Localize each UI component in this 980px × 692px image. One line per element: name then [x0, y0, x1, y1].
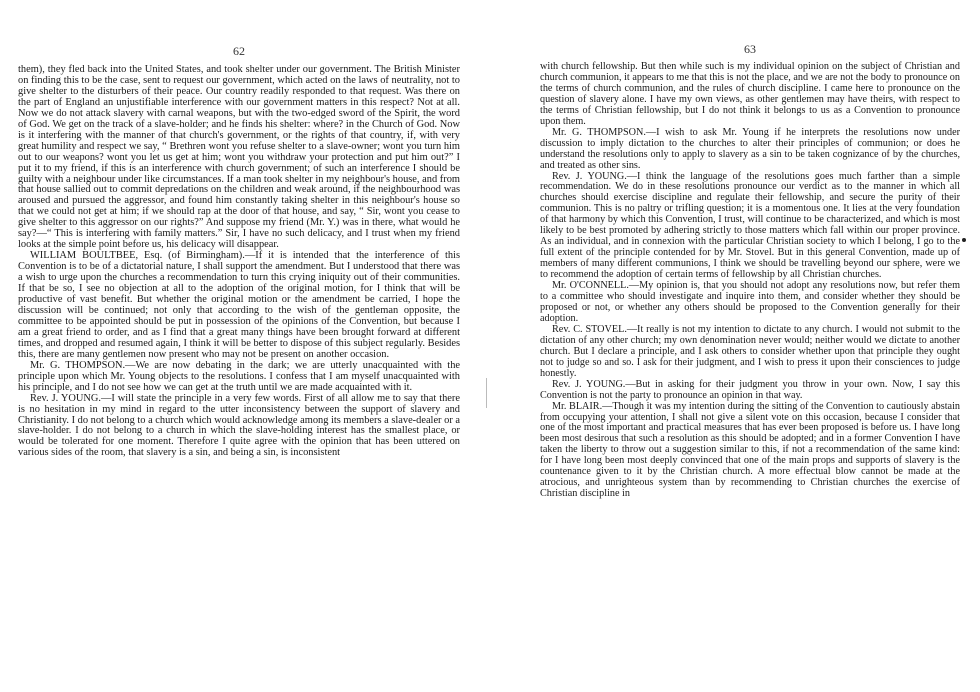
- text-column: [540, 62, 960, 500]
- paragraph: Rev. J. YOUNG.—I will state the principle in a very few words. First of all allow me to say that there is no hesitation in my mind in regard to the utter inconsistency between the support of slavery and Christianity. I do not belong to a church which would acknowledge among its members a slave-dealer or a slave-holder. I do not belong to a church in which the slave-holding interest has the smallest place, or would be tolerated for one moment. Therefore I quite agree with the opinion that has been uttered on various sides of the room, that slavery is a sin, and being a sin, is inconsistent: [18, 392, 460, 459]
- page-number: 62: [233, 44, 245, 58]
- paragraph: Mr. G. THOMPSON.—I wish to ask Mr. Young if he interprets the resolutions now under discussion to imply dictation to the churches to alter their principles of communion; or does he understand the resolutions only to apply to slavery as a sin to be taken cognizance of by the churches, and treated as other sins.: [540, 126, 960, 171]
- paragraph: Mr. G. THOMPSON.—We are now debating in the dark; we are utterly unacquainted with the principle upon which Mr. Young objects to the resolutions. I confess that I am myself unacquainted with his principle, and I do not see how we can get at the truth until we are made acquainted with it.: [18, 359, 460, 393]
- paragraph: Mr. O'CONNELL.—My opinion is, that you should not adopt any resolutions now, but refer them to a committee who should investigate and inquire into them, and consider whether they should be proposed or not, or whether any others should be proposed to the Convention generally for their adoption.: [540, 280, 960, 324]
- paragraph: with church fellowship. But then while such is my individual opinion on the subject of Christian and church communion, it appears to me that this is not the place, and we are not the body to pronounce on the terms of church communion, and the rules of church discipline. I came here to pronounce on the question of slavery alone. I have my own views, as other gentlemen may have theirs, with respect to the terms of Christian fellowship, but I do not think it belongs to us as a Convention to pronounce upon them.: [540, 61, 960, 127]
- paragraph: Rev. J. YOUNG.—But in asking for their judgment you throw in your own. Now, I say this Convention is not the party to pronounce an opinion in that way.: [540, 378, 960, 401]
- paragraph: Rev. J. YOUNG.—I think the language of the resolutions goes much farther than a simple recommendation. We do in these resolutions pronounce our verdict as to the manner in which all churches should exercise discipline and regulate their fellowship, and secure the purity of their communion. This is no paltry or trifling question; it is a momentous one. It lies at the very foundation of that harmony by which this Convention, I trust, will continue to be characterized, and which is most likely to be best promoted by adhering strictly to those matters which fall within our proper province. As an individual, and in connexion with the particular Christian society to which I belong, I go to the full extent of the principle contended for by Mr. Stovel. But in this general Convention, made up of members of many different communions, I think we should be travelling beyond our sphere, were we to recommend the adoption of certain terms of fellowship by all Christian churches.: [540, 170, 960, 281]
- paragraph: them), they fled back into the United States, and took shelter under our government. The British Minister on finding this to be the case, sent to request our government, which acted on the laws of neutrality, not to give shelter to the disturbers of their peace. Our country readily responded to that request. Was there on the part of England an unjustifiable interference with our government matters in this respect? Not at all. Now we do not attack slavery with carnal weapons, but with the two-edged sword of the Spirit, the word of God. We get on the track of a slave-holder; and he finds his shelter: where? in the Church of God. Now is it interfering with the manner of that church's government, or the rights of that country, if, with very great humility and respect we say, “ Brethren wont you refuse shelter to a slave-owner; wont you turn him out to our weapons? wont you let us get at him; wont you withdraw your protection and put him out?” I put it to my friend, if this is an interference with church government; of such an interference I should be guilty with a neighbour under like circumstances. If a man took shelter in my neighbour's house, and from that house sallied out to commit depredations on the children and weak around, if the neighbourhood was aroused and pursued the aggressor, and found him constantly taking shelter in this neighbour's house so that we could not get at him; if we should rap at the door of that house, and say, “ Sir, wont you cease to give shelter to this aggressor on our rights?” And suppose my friend (Mr. Y.) was in there, what would he say?—“ This is interfering with family matters.” Sir, I have no such delicacy, and I trust when my friend looks at the simple point before us, his delicacy will disappear.: [18, 64, 460, 251]
- paragraph: WILLIAM BOULTBEE, Esq. (of Birmingham).—If it is intended that the interference of this Convention is to be of a dictatorial nature, I shall support the amendment. But I understood that there was a wish to urge upon the churches a recommendation to turn this crying iniquity out of their communities. If that be so, I see no objection at all to the adoption of the original motion, for I think that will be productive of vast benefit. But whether the original motion or the amendment be carried, I hope the discussion will be continued; not only that according to the wish of the gentleman opposite, the committee to be appointed should be put in possession of the opinions of the Convention, but because I am a great friend to order, and as I find that a great many things have been brought forward at different times, and dropped and resumed again, I think it will be better to dispose of this subject regularly. Besides this, there are many gentlemen now present who may not be present on another occasion.: [18, 250, 460, 360]
- margin-mark: [962, 238, 966, 242]
- paragraph: Mr. BLAIR.—Though it was my intention during the sitting of the Convention to cautiously abstain from occupying your attention, I shall not give a silent vote on this occasion, because I consider that one of the most important and practical measures that has ever been proposed is before us. I have long been most desirous that such a resolution as this should be adopted; and in a former Convention I have taken the liberty to throw out a suggestion similar to this, if not a recommendation of the same kind: for I have long been most deeply convinced that one of the main props and supports of slavery is the countenance given to it by the Christian church. A more effectual blow cannot be made at the atrocious, and unrighteous system than by recommending to Christian churches the exercise of Christian discipline in: [540, 400, 960, 500]
- gutter-mark: [486, 378, 487, 408]
- paragraph: Rev. C. STOVEL.—It really is not my intention to dictate to any church. I would not submit to the dictation of any other church; my own denomination never would; neither would we dictate to another church. But I declare a principle, and I ask others to consider whether upon that principle they ought not to judge so and so. I ask for their judgment, and I wish to press it upon their consciences to judge honestly.: [540, 323, 960, 379]
- right-page: [540, 0, 960, 692]
- text-column: [18, 65, 460, 459]
- page-number: 63: [744, 42, 756, 56]
- left-page: [18, 0, 460, 692]
